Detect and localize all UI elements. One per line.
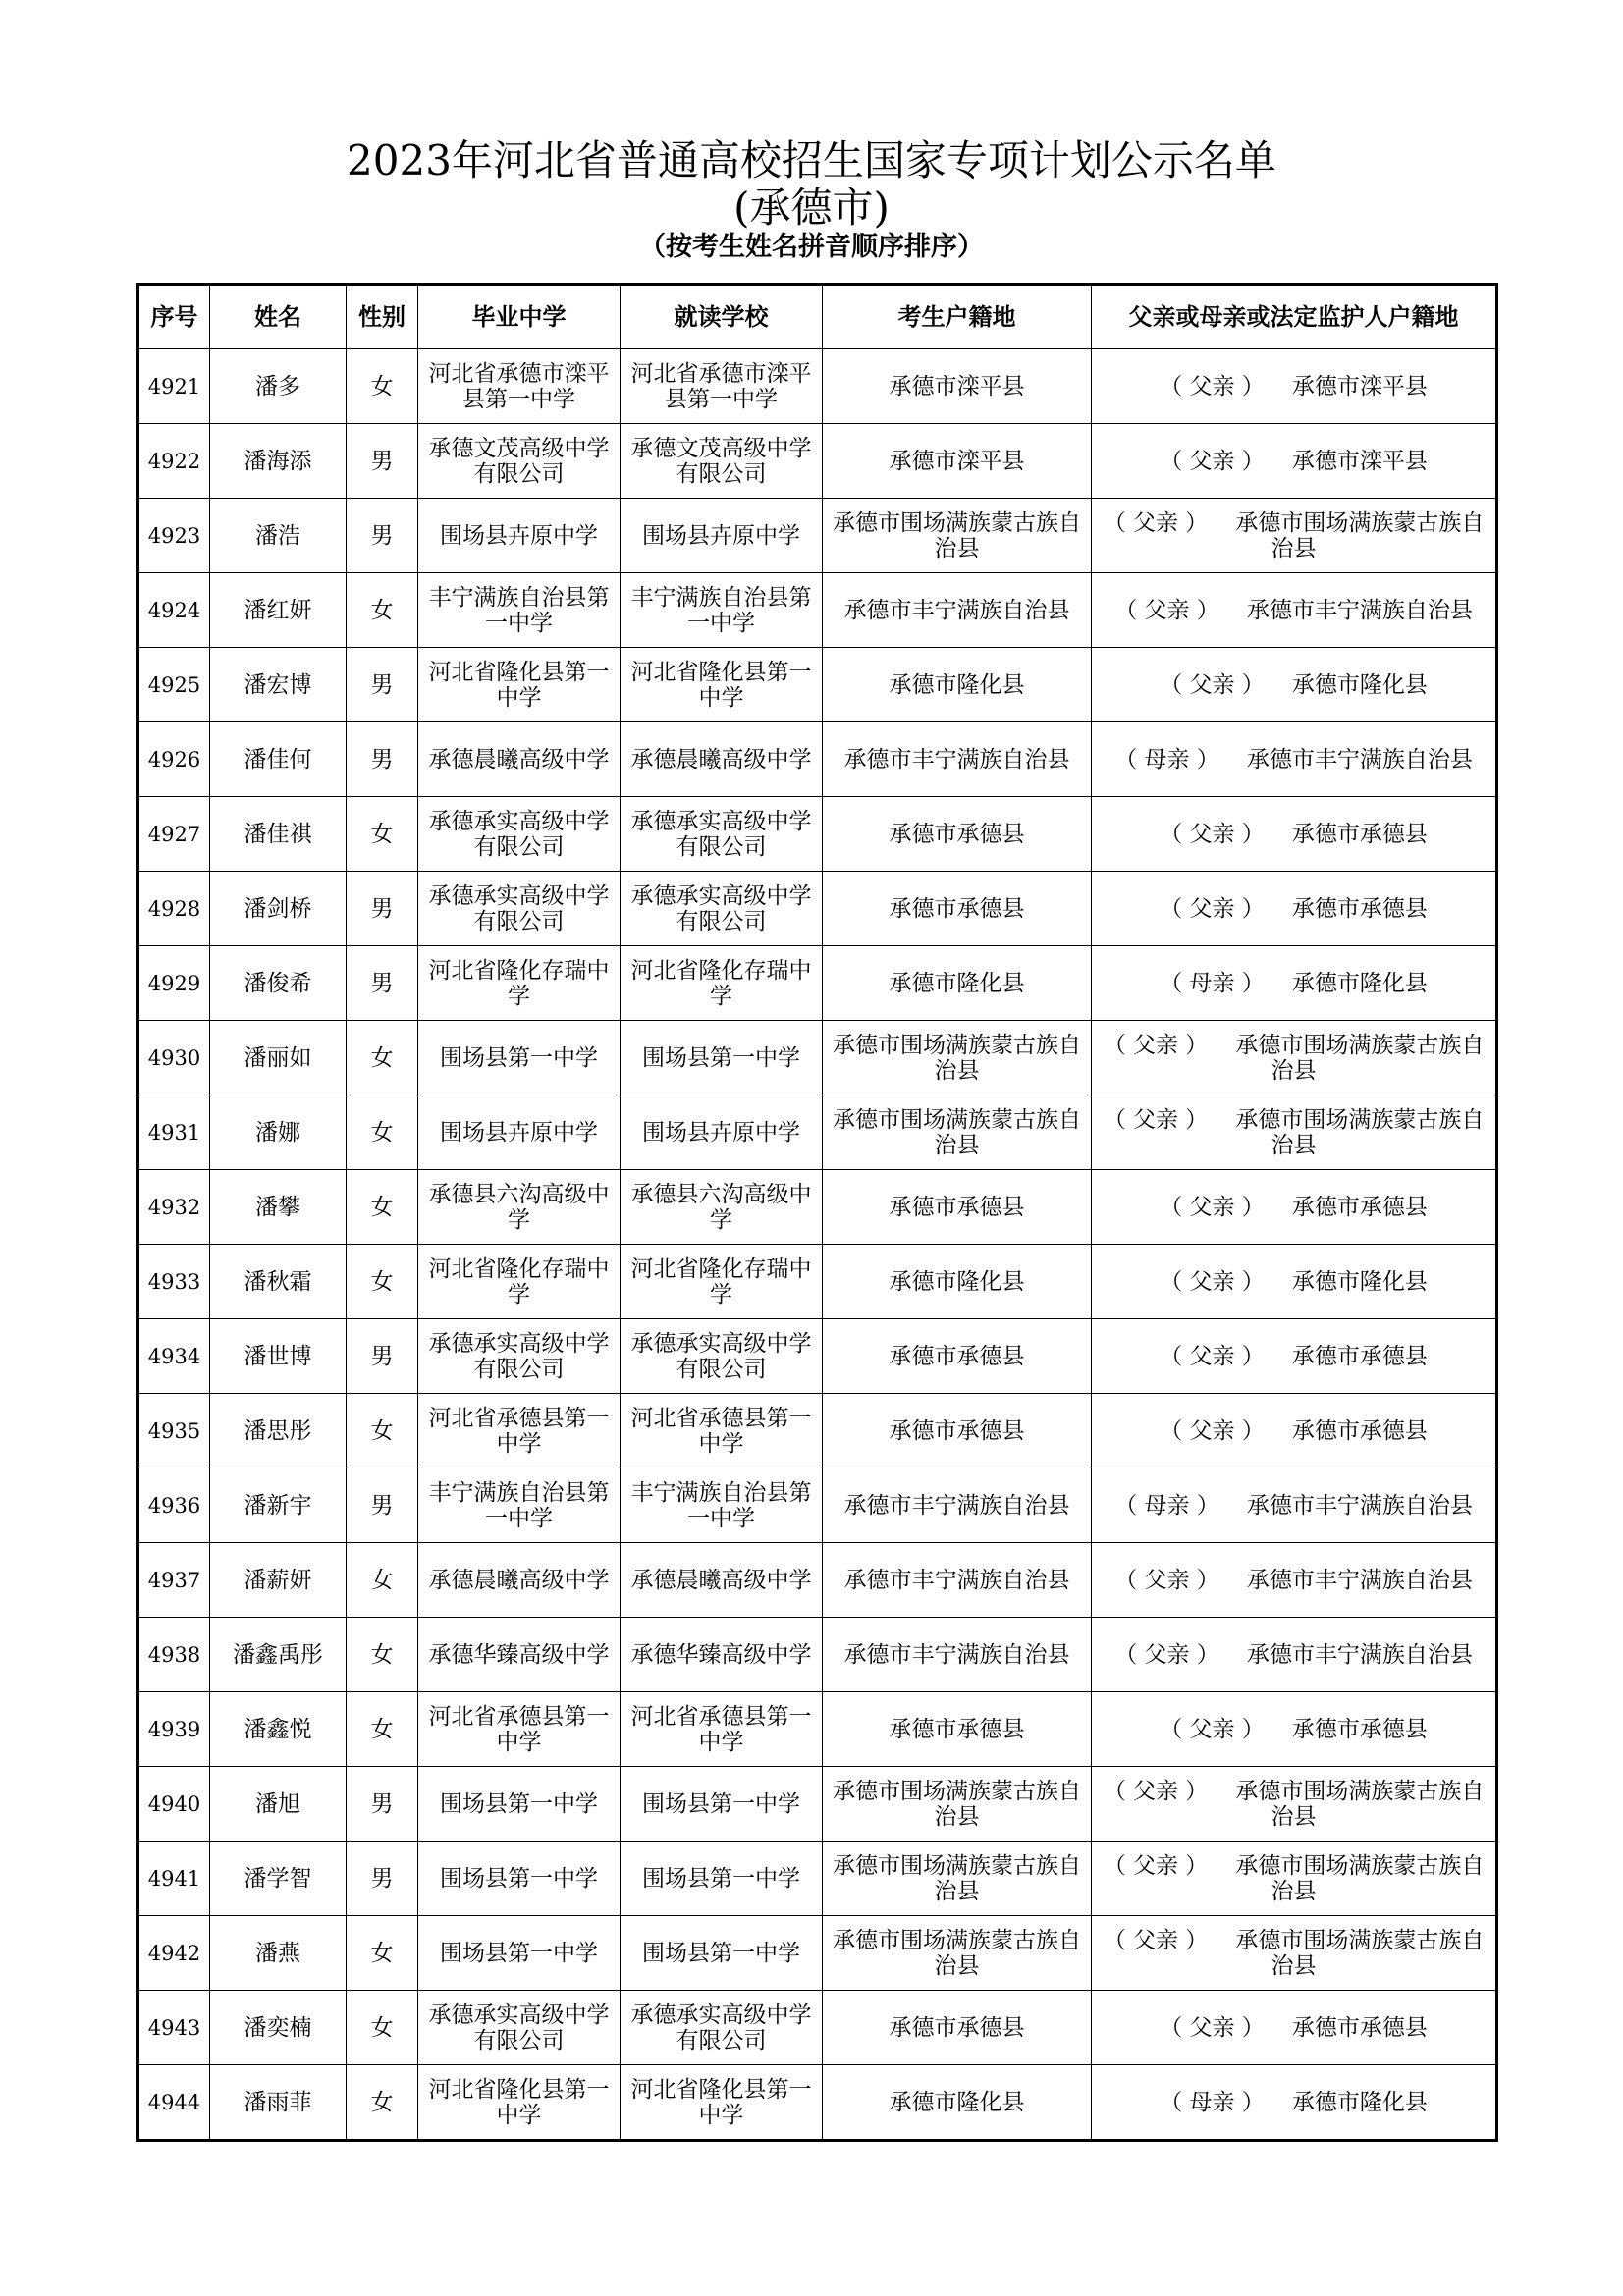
guardian-relation: （ 父亲 ） [1160, 1417, 1265, 1444]
cell-guardian-hukou [1092, 872, 1497, 946]
table-row [138, 1767, 1497, 1842]
column-header-current-school: 就读学校 [621, 285, 823, 349]
cell-hukou: 承德市承德县 [823, 1991, 1092, 2065]
cell-gender: 女 [347, 573, 418, 648]
column-header-gender: 性别 [347, 285, 418, 349]
cell-guardian-hukou [1092, 1842, 1497, 1916]
cell-current-school: 围场县卉原中学 [621, 1095, 823, 1170]
table-row [138, 1468, 1497, 1543]
cell-guardian-hukou [1092, 1767, 1497, 1842]
table-row [138, 1319, 1497, 1394]
guardian-relation: （ 父亲 ） [1114, 597, 1219, 623]
cell-gender: 女 [347, 1095, 418, 1170]
guardian-place: 承德市承德县 [1291, 895, 1428, 922]
cell-hukou: 承德市丰宁满族自治县 [823, 1618, 1092, 1692]
guardian-place: 承德市滦平县 [1291, 448, 1428, 474]
guardian-place: 承德市丰宁满族自治县 [1246, 1567, 1473, 1593]
cell-hukou: 承德市丰宁满族自治县 [823, 1543, 1092, 1618]
cell-seq: 4927 [138, 797, 210, 872]
cell-current-school: 承德文茂高级中学有限公司 [621, 424, 823, 499]
cell-gender: 男 [347, 722, 418, 797]
guardian-place: 承德市丰宁满族自治县 [1246, 746, 1473, 773]
cell-seq: 4935 [138, 1394, 210, 1468]
cell-grad-school: 围场县第一中学 [418, 1021, 621, 1095]
cell-hukou: 承德市丰宁满族自治县 [823, 1468, 1092, 1543]
cell-name: 潘俊希 [210, 946, 347, 1021]
cell-seq: 4930 [138, 1021, 210, 1095]
cell-grad-school: 承德承实高级中学有限公司 [418, 797, 621, 872]
cell-guardian-hukou [1092, 1319, 1497, 1394]
cell-hukou: 承德市承德县 [823, 797, 1092, 872]
cell-gender: 男 [347, 648, 418, 722]
column-header-grad-school: 毕业中学 [418, 285, 621, 349]
cell-grad-school: 承德晨曦高级中学 [418, 722, 621, 797]
table-row [138, 1991, 1497, 2065]
cell-current-school: 围场县第一中学 [621, 1021, 823, 1095]
cell-gender: 男 [347, 1842, 418, 1916]
cell-gender: 女 [347, 1245, 418, 1319]
cell-guardian-hukou [1092, 349, 1497, 424]
guardian-place: 承德市围场满族蒙古族自治县 [1235, 1778, 1485, 1830]
guardian-relation: （ 母亲 ） [1114, 746, 1219, 773]
cell-gender: 男 [347, 1468, 418, 1543]
table-row [138, 722, 1497, 797]
cell-seq: 4942 [138, 1916, 210, 1991]
cell-grad-school: 围场县卉原中学 [418, 1095, 621, 1170]
sort-note: （按考生姓名拼音顺序排序） [639, 232, 984, 262]
table-row [138, 2065, 1497, 2141]
cell-hukou: 承德市隆化县 [823, 946, 1092, 1021]
cell-guardian-hukou [1092, 946, 1497, 1021]
cell-grad-school: 围场县第一中学 [418, 1916, 621, 1991]
cell-gender: 男 [347, 872, 418, 946]
guardian-relation: （ 父亲 ） [1160, 1343, 1265, 1369]
guardian-place: 承德市丰宁满族自治县 [1246, 1492, 1473, 1519]
table-row [138, 1618, 1497, 1692]
cell-current-school: 河北省隆化县第一中学 [621, 2065, 823, 2141]
cell-current-school: 河北省承德县第一中学 [621, 1692, 823, 1767]
cell-guardian-hukou [1092, 499, 1497, 573]
table-row [138, 573, 1497, 648]
cell-hukou: 承德市滦平县 [823, 424, 1092, 499]
cell-seq: 4924 [138, 573, 210, 648]
cell-current-school: 承德承实高级中学有限公司 [621, 1991, 823, 2065]
cell-current-school: 承德承实高级中学有限公司 [621, 1319, 823, 1394]
cell-seq: 4923 [138, 499, 210, 573]
guardian-place: 承德市承德县 [1291, 1716, 1428, 1742]
table-row [138, 1916, 1497, 1991]
cell-name: 潘秋霜 [210, 1245, 347, 1319]
guardian-relation: （ 父亲 ） [1103, 1852, 1209, 1879]
guardian-place: 承德市滦平县 [1291, 373, 1428, 400]
cell-hukou: 承德市围场满族蒙古族自治县 [823, 1916, 1092, 1991]
cell-current-school: 承德晨曦高级中学 [621, 1543, 823, 1618]
table-row [138, 499, 1497, 573]
guardian-place: 承德市丰宁满族自治县 [1246, 1641, 1473, 1668]
cell-gender: 男 [347, 499, 418, 573]
cell-hukou: 承德市承德县 [823, 1394, 1092, 1468]
guardian-place: 承德市围场满族蒙古族自治县 [1235, 1032, 1485, 1084]
cell-gender: 男 [347, 946, 418, 1021]
cell-grad-school: 承德文茂高级中学有限公司 [418, 424, 621, 499]
cell-hukou: 承德市承德县 [823, 872, 1092, 946]
cell-gender: 女 [347, 1618, 418, 1692]
guardian-relation: （ 父亲 ） [1160, 1194, 1265, 1220]
cell-grad-school: 河北省承德县第一中学 [418, 1692, 621, 1767]
cell-seq: 4938 [138, 1618, 210, 1692]
cell-seq: 4922 [138, 424, 210, 499]
cell-name: 潘佳何 [210, 722, 347, 797]
cell-gender: 男 [347, 1767, 418, 1842]
table-row [138, 1095, 1497, 1170]
cell-hukou: 承德市围场满族蒙古族自治县 [823, 1021, 1092, 1095]
table-row [138, 1394, 1497, 1468]
cell-hukou: 承德市丰宁满族自治县 [823, 573, 1092, 648]
cell-current-school: 围场县卉原中学 [621, 499, 823, 573]
cell-gender: 女 [347, 1394, 418, 1468]
cell-current-school: 河北省隆化存瑞中学 [621, 946, 823, 1021]
cell-grad-school: 承德承实高级中学有限公司 [418, 872, 621, 946]
cell-seq: 4932 [138, 1170, 210, 1245]
cell-hukou: 承德市围场满族蒙古族自治县 [823, 1842, 1092, 1916]
cell-current-school: 围场县第一中学 [621, 1842, 823, 1916]
cell-hukou: 承德市承德县 [823, 1692, 1092, 1767]
cell-guardian-hukou [1092, 1692, 1497, 1767]
guardian-place: 承德市承德县 [1291, 1343, 1428, 1369]
cell-gender: 女 [347, 797, 418, 872]
cell-seq: 4934 [138, 1319, 210, 1394]
guardian-place: 承德市隆化县 [1291, 671, 1428, 698]
guardian-relation: （ 母亲 ） [1160, 970, 1265, 996]
cell-name: 潘佳祺 [210, 797, 347, 872]
guardian-relation: （ 父亲 ） [1114, 1567, 1219, 1593]
guardian-relation: （ 父亲 ） [1103, 1927, 1209, 1953]
guardian-relation: （ 父亲 ） [1103, 1106, 1209, 1133]
cell-guardian-hukou [1092, 1991, 1497, 2065]
cell-name: 潘攀 [210, 1170, 347, 1245]
table-row [138, 1692, 1497, 1767]
cell-name: 潘薪妍 [210, 1543, 347, 1618]
cell-name: 潘鑫禹彤 [210, 1618, 347, 1692]
page-title: 2023年河北省普通高校招生国家专项计划公示名单 [347, 136, 1276, 185]
guardian-relation: （ 父亲 ） [1160, 821, 1265, 847]
cell-current-school: 承德承实高级中学有限公司 [621, 872, 823, 946]
cell-guardian-hukou [1092, 1394, 1497, 1468]
cell-grad-school: 承德华臻高级中学 [418, 1618, 621, 1692]
table-row [138, 424, 1497, 499]
cell-name: 潘世博 [210, 1319, 347, 1394]
cell-name: 潘红妍 [210, 573, 347, 648]
cell-current-school: 河北省承德县第一中学 [621, 1394, 823, 1468]
table-row [138, 1245, 1497, 1319]
cell-seq: 4940 [138, 1767, 210, 1842]
table-row [138, 1021, 1497, 1095]
cell-gender: 男 [347, 424, 418, 499]
cell-guardian-hukou [1092, 722, 1497, 797]
cell-gender: 男 [347, 1319, 418, 1394]
cell-current-school: 河北省承德市滦平县第一中学 [621, 349, 823, 424]
guardian-place: 承德市承德县 [1291, 1417, 1428, 1444]
cell-grad-school: 围场县卉原中学 [418, 499, 621, 573]
table-row [138, 946, 1497, 1021]
cell-current-school: 围场县第一中学 [621, 1767, 823, 1842]
cell-current-school: 围场县第一中学 [621, 1916, 823, 1991]
cell-hukou: 承德市隆化县 [823, 1245, 1092, 1319]
table-row [138, 1170, 1497, 1245]
cell-grad-school: 河北省隆化存瑞中学 [418, 1245, 621, 1319]
cell-guardian-hukou [1092, 2065, 1497, 2141]
guardian-relation: （ 父亲 ） [1160, 1268, 1265, 1295]
guardian-relation: （ 父亲 ） [1160, 1716, 1265, 1742]
cell-guardian-hukou [1092, 1468, 1497, 1543]
cell-seq: 4925 [138, 648, 210, 722]
guardian-place: 承德市承德县 [1291, 2014, 1428, 2041]
cell-name: 潘燕 [210, 1916, 347, 1991]
cell-gender: 女 [347, 1991, 418, 2065]
cell-gender: 女 [347, 1021, 418, 1095]
cell-name: 潘剑桥 [210, 872, 347, 946]
cell-name: 潘新宇 [210, 1468, 347, 1543]
cell-hukou: 承德市承德县 [823, 1170, 1092, 1245]
cell-hukou: 承德市围场满族蒙古族自治县 [823, 1095, 1092, 1170]
table-row [138, 349, 1497, 424]
cell-grad-school: 河北省承德县第一中学 [418, 1394, 621, 1468]
guardian-relation: （ 父亲 ） [1160, 373, 1265, 400]
cell-guardian-hukou [1092, 1021, 1497, 1095]
cell-gender: 女 [347, 1692, 418, 1767]
cell-guardian-hukou [1092, 1618, 1497, 1692]
cell-guardian-hukou [1092, 424, 1497, 499]
cell-seq: 4941 [138, 1842, 210, 1916]
cell-current-school: 承德晨曦高级中学 [621, 722, 823, 797]
page-subtitle: (承德市) [733, 184, 890, 232]
cell-name: 潘浩 [210, 499, 347, 573]
table-row [138, 1543, 1497, 1618]
cell-seq: 4937 [138, 1543, 210, 1618]
cell-grad-school: 围场县第一中学 [418, 1767, 621, 1842]
cell-name: 潘学智 [210, 1842, 347, 1916]
guardian-place: 承德市围场满族蒙古族自治县 [1235, 509, 1485, 561]
cell-gender: 女 [347, 2065, 418, 2141]
cell-name: 潘丽如 [210, 1021, 347, 1095]
guardian-relation: （ 父亲 ） [1160, 2014, 1265, 2041]
table-row [138, 797, 1497, 872]
cell-grad-school: 丰宁满族自治县第一中学 [418, 573, 621, 648]
cell-seq: 4936 [138, 1468, 210, 1543]
cell-current-school: 河北省隆化县第一中学 [621, 648, 823, 722]
column-header-seq: 序号 [138, 285, 210, 349]
cell-grad-school: 河北省隆化县第一中学 [418, 648, 621, 722]
cell-current-school: 承德县六沟高级中学 [621, 1170, 823, 1245]
cell-seq: 4944 [138, 2065, 210, 2141]
cell-guardian-hukou [1092, 1916, 1497, 1991]
cell-grad-school: 河北省隆化存瑞中学 [418, 946, 621, 1021]
cell-seq: 4921 [138, 349, 210, 424]
cell-name: 潘雨菲 [210, 2065, 347, 2141]
cell-name: 潘奕楠 [210, 1991, 347, 2065]
cell-seq: 4931 [138, 1095, 210, 1170]
cell-guardian-hukou [1092, 1245, 1497, 1319]
guardian-relation: （ 父亲 ） [1160, 671, 1265, 698]
guardian-relation: （ 母亲 ） [1160, 2089, 1265, 2115]
cell-guardian-hukou [1092, 648, 1497, 722]
roster-table [136, 283, 1498, 2142]
cell-gender: 女 [347, 349, 418, 424]
guardian-place: 承德市围场满族蒙古族自治县 [1235, 1927, 1485, 1979]
cell-grad-school: 河北省隆化县第一中学 [418, 2065, 621, 2141]
table-row [138, 872, 1497, 946]
cell-hukou: 承德市滦平县 [823, 349, 1092, 424]
guardian-place: 承德市隆化县 [1291, 2089, 1428, 2115]
cell-name: 潘海添 [210, 424, 347, 499]
guardian-relation: （ 父亲 ） [1160, 448, 1265, 474]
cell-guardian-hukou [1092, 1543, 1497, 1618]
guardian-place: 承德市围场满族蒙古族自治县 [1235, 1106, 1485, 1158]
cell-hukou: 承德市承德县 [823, 1319, 1092, 1394]
cell-current-school: 丰宁满族自治县第一中学 [621, 1468, 823, 1543]
cell-seq: 4939 [138, 1692, 210, 1767]
guardian-place: 承德市围场满族蒙古族自治县 [1235, 1852, 1485, 1904]
guardian-place: 承德市隆化县 [1291, 970, 1428, 996]
cell-hukou: 承德市围场满族蒙古族自治县 [823, 499, 1092, 573]
cell-name: 潘思彤 [210, 1394, 347, 1468]
guardian-relation: （ 父亲 ） [1160, 895, 1265, 922]
cell-seq: 4943 [138, 1991, 210, 2065]
cell-grad-school: 承德晨曦高级中学 [418, 1543, 621, 1618]
column-header-hukou: 考生户籍地 [823, 285, 1092, 349]
table-header-row [138, 285, 1497, 349]
cell-hukou: 承德市隆化县 [823, 2065, 1092, 2141]
cell-current-school: 丰宁满族自治县第一中学 [621, 573, 823, 648]
cell-grad-school: 承德县六沟高级中学 [418, 1170, 621, 1245]
cell-gender: 女 [347, 1543, 418, 1618]
cell-name: 潘宏博 [210, 648, 347, 722]
table-row [138, 648, 1497, 722]
cell-seq: 4928 [138, 872, 210, 946]
cell-guardian-hukou [1092, 1170, 1497, 1245]
cell-hukou: 承德市隆化县 [823, 648, 1092, 722]
cell-grad-school: 河北省承德市滦平县第一中学 [418, 349, 621, 424]
cell-guardian-hukou [1092, 573, 1497, 648]
cell-current-school: 河北省隆化存瑞中学 [621, 1245, 823, 1319]
column-header-name: 姓名 [210, 285, 347, 349]
guardian-relation: （ 父亲 ） [1103, 1778, 1209, 1804]
guardian-relation: （ 父亲 ） [1103, 1032, 1209, 1058]
cell-name: 潘多 [210, 349, 347, 424]
cell-seq: 4929 [138, 946, 210, 1021]
cell-grad-school: 承德承实高级中学有限公司 [418, 1319, 621, 1394]
cell-gender: 女 [347, 1916, 418, 1991]
cell-seq: 4933 [138, 1245, 210, 1319]
column-header-guardian-hukou: 父亲或母亲或法定监护人户籍地 [1092, 285, 1497, 349]
cell-name: 潘鑫悦 [210, 1692, 347, 1767]
guardian-place: 承德市承德县 [1291, 821, 1428, 847]
table-row [138, 1842, 1497, 1916]
guardian-relation: （ 父亲 ） [1103, 509, 1209, 536]
cell-grad-school: 围场县第一中学 [418, 1842, 621, 1916]
cell-guardian-hukou [1092, 1095, 1497, 1170]
cell-hukou: 承德市围场满族蒙古族自治县 [823, 1767, 1092, 1842]
guardian-relation: （ 母亲 ） [1114, 1492, 1219, 1519]
cell-gender: 女 [347, 1170, 418, 1245]
cell-hukou: 承德市丰宁满族自治县 [823, 722, 1092, 797]
cell-grad-school: 丰宁满族自治县第一中学 [418, 1468, 621, 1543]
cell-name: 潘旭 [210, 1767, 347, 1842]
cell-grad-school: 承德承实高级中学有限公司 [418, 1991, 621, 2065]
cell-current-school: 承德承实高级中学有限公司 [621, 797, 823, 872]
cell-guardian-hukou [1092, 797, 1497, 872]
guardian-place: 承德市隆化县 [1291, 1268, 1428, 1295]
guardian-relation: （ 父亲 ） [1114, 1641, 1219, 1668]
guardian-place: 承德市丰宁满族自治县 [1246, 597, 1473, 623]
guardian-place: 承德市承德县 [1291, 1194, 1428, 1220]
cell-name: 潘娜 [210, 1095, 347, 1170]
cell-current-school: 承德华臻高级中学 [621, 1618, 823, 1692]
cell-seq: 4926 [138, 722, 210, 797]
